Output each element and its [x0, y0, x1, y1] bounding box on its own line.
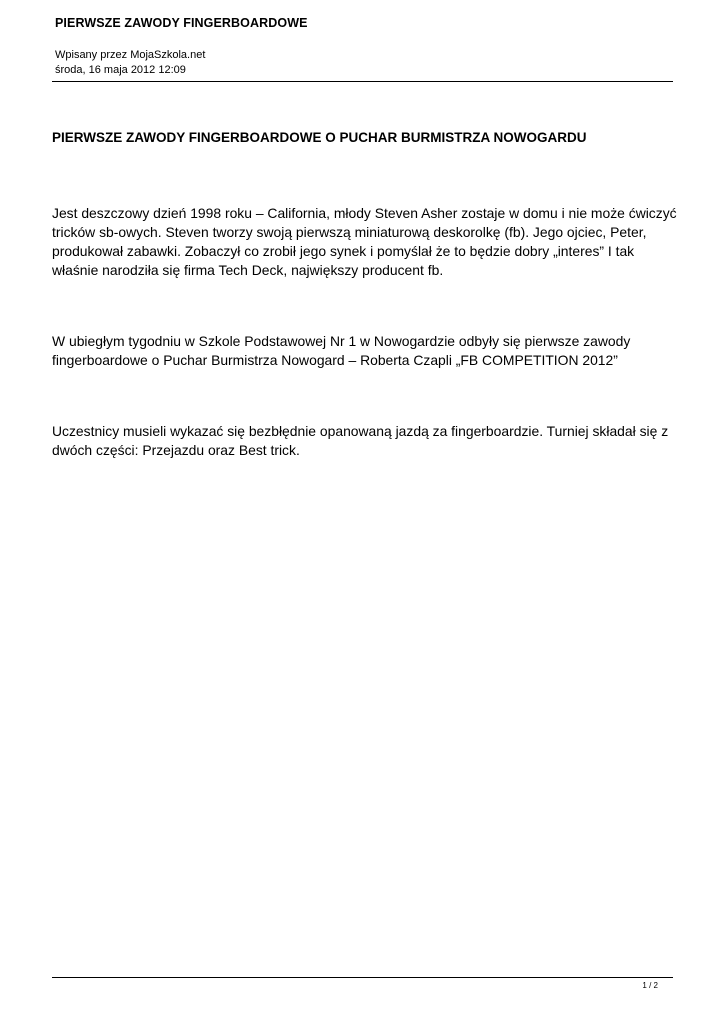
article-paragraph-1: Jest deszczowy dzień 1998 roku – California, młody Steven Asher zostaje w domu i nie może ćwiczyć tricków sb-owych. Steven tworzy swoją pierwszą miniaturową deskorolkę (fb). Jego ojciec, Peter, produkował zabawki. Zobaczył co zrobił jego synek i pomyślał że to będzie dobry „interes” I tak właśnie narodziła się firma Tech Deck, największy producent fb.	[52, 205, 677, 278]
article-paragraph-2: W ubiegłym tygodniu w Szkole Podstawowej Nr 1 w Nowogardzie odbyły się pierwsze zawody fingerboardowe o Puchar Burmistrza Nowogard – Roberta Czapli „FB COMPETITION 2012”	[52, 333, 631, 368]
header-divider	[52, 81, 673, 82]
page-number: 1 / 2	[642, 981, 658, 990]
date-line: środa, 16 maja 2012 12:09	[55, 64, 186, 76]
footer-divider	[52, 977, 673, 978]
document-header-title: PIERWSZE ZAWODY FINGERBOARDOWE	[55, 16, 308, 30]
article-paragraph-3: Uczestnicy musieli wykazać się bezbłędnie opanowaną jazdą za fingerboardzie. Turniej składał się z dwóch części: Przejazdu oraz Best trick.	[52, 423, 669, 458]
article-title: PIERWSZE ZAWODY FINGERBOARDOWE O PUCHAR BURMISTRZA NOWOGARDU	[52, 130, 587, 145]
author-line: Wpisany przez MojaSzkola.net	[55, 49, 206, 61]
